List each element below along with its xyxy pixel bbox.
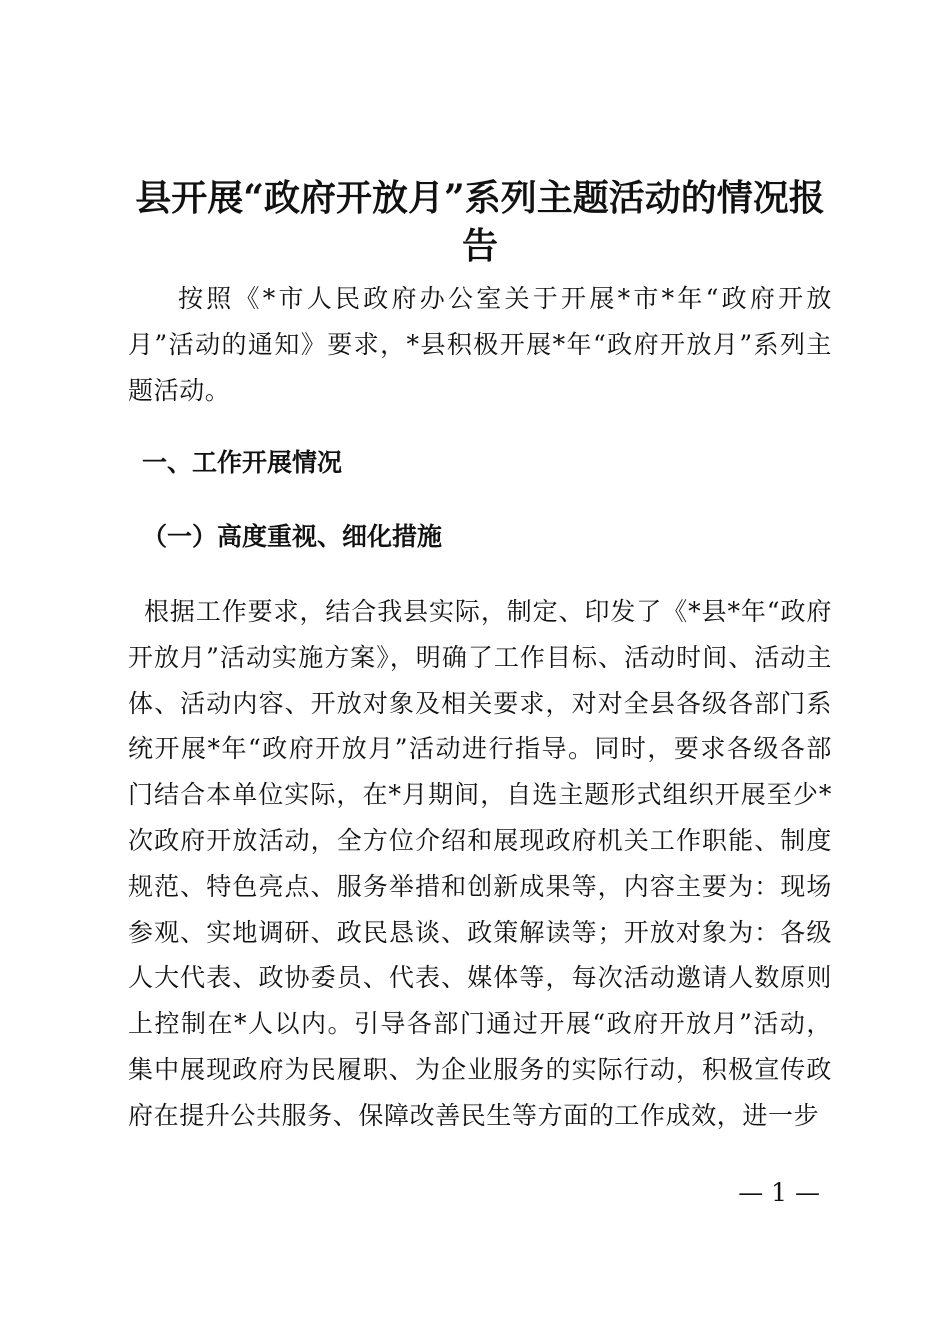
section-heading: 一、工作开展情况 [142,448,343,477]
subsection-heading: （一）高度重视、细化措施 [142,522,443,551]
page-number: — 1 — [738,1178,820,1207]
body-paragraph: 根据工作要求，结合我县实际，制定、印发了《*县*年“政府开放月”活动实施方案》，明确了工作目标、活动时间、活动主体、活动内容、开放对象及相关要求，对对全县各级各部门系统开展*年“政府开放月”活动进行指导。同时，要求各级各部门结合本单位实际，在*月期间，自选主题形式组织开展至少*次政府开放活动，全方位介绍和展现政府机关工作职能、制度规范、特色亮点、服务举措和创新成果等，内容主要为：现场参观、实地调研、政民恳谈、政策解读等；开放对象为：各级人大代表、政协委员、代表、媒体等，每次活动邀请人数原则上控制在*人以内。引导各部门通过开展“政府开放月”活动，集中展现政府为民履职、为企业服务的实际行动，积极宣传政府在提升公共服务、保障改善民生等方面的工作成效，进一步 [128,597,832,1130]
intro-paragraph: 按照《*市人民政府办公室关于开展*市*年“政府开放月”活动的通知》要求，*县积极开展*年“政府开放月”系列主题活动。 [128,284,832,405]
document-title: 县开展“政府开放月”系列主题活动的情况报告 [135,177,825,267]
